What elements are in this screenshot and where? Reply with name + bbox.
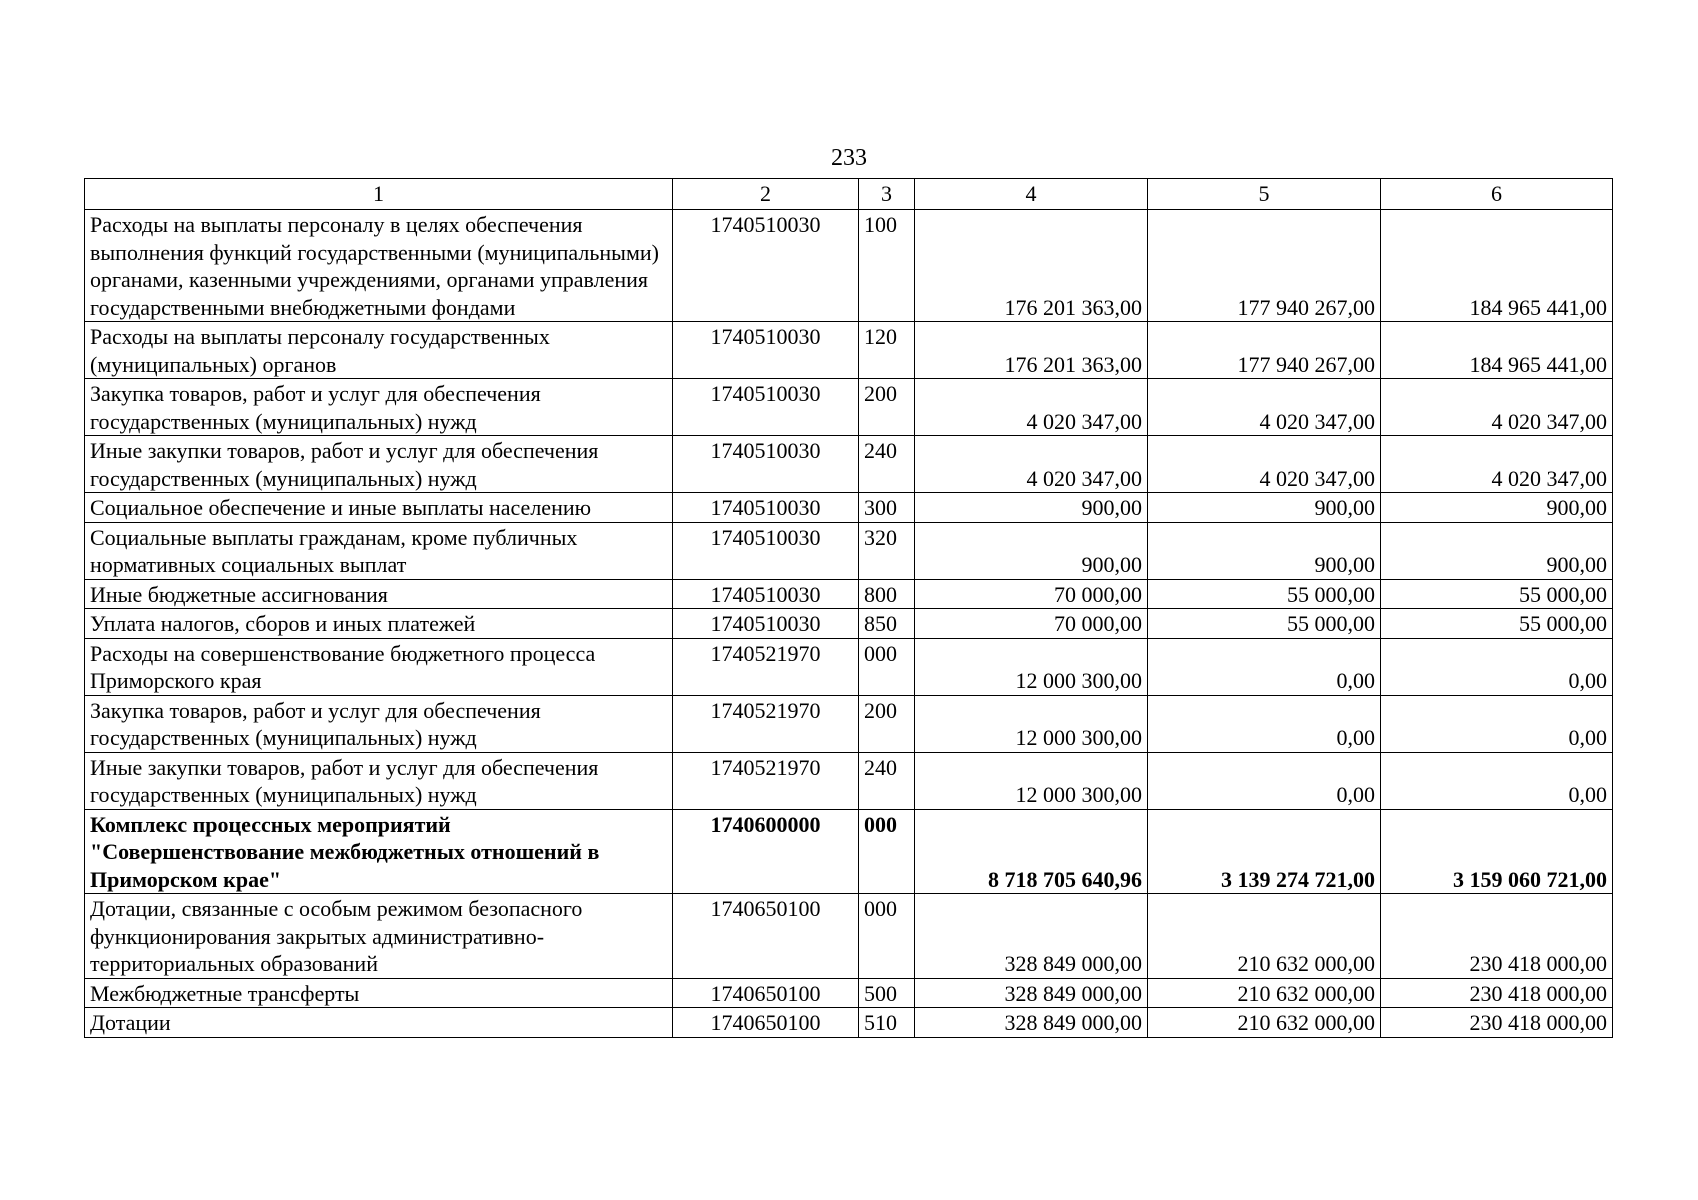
row-name-cell: Расходы на совершенствование бюджетного процесса Приморского края [85, 638, 673, 695]
row-value-cell: 184 965 441,00 [1381, 210, 1613, 322]
row-value-cell: 12 000 300,00 [915, 695, 1148, 752]
row-code-cell: 1740510030 [673, 493, 859, 523]
row-value-cell: 4 020 347,00 [915, 379, 1148, 436]
row-code-cell: 1740510030 [673, 436, 859, 493]
row-value-cell: 4 020 347,00 [1148, 436, 1381, 493]
row-name-cell: Уплата налогов, сборов и иных платежей [85, 609, 673, 639]
table-body [85, 179, 1613, 1038]
row-value-cell: 4 020 347,00 [1148, 379, 1381, 436]
row-name-cell: Иные бюджетные ассигнования [85, 579, 673, 609]
row-value-cell: 0,00 [1381, 752, 1613, 809]
table-row [85, 1008, 1613, 1038]
row-value-cell: 210 632 000,00 [1148, 1008, 1381, 1038]
table-row [85, 695, 1613, 752]
table-row [85, 493, 1613, 523]
header-cell: 3 [859, 179, 915, 210]
row-type-cell: 320 [859, 522, 915, 579]
row-code-cell: 1740521970 [673, 638, 859, 695]
row-value-cell: 176 201 363,00 [915, 322, 1148, 379]
row-type-cell: 240 [859, 436, 915, 493]
row-value-cell: 3 159 060 721,00 [1381, 809, 1613, 894]
header-cell: 5 [1148, 179, 1381, 210]
row-code-cell: 1740510030 [673, 579, 859, 609]
row-name-cell: Дотации, связанные с особым режимом безопасного функционирования закрытых административно-территориальных образований [85, 894, 673, 979]
row-name-cell: Межбюджетные трансферты [85, 978, 673, 1008]
budget-table [84, 178, 1613, 1038]
row-code-cell: 1740510030 [673, 522, 859, 579]
row-code-cell: 1740600000 [673, 809, 859, 894]
table-row [85, 210, 1613, 322]
row-type-cell: 500 [859, 978, 915, 1008]
row-name-cell: Иные закупки товаров, работ и услуг для обеспечения государственных (муниципальных) нужд [85, 436, 673, 493]
row-code-cell: 1740521970 [673, 752, 859, 809]
row-value-cell: 70 000,00 [915, 579, 1148, 609]
row-value-cell: 328 849 000,00 [915, 978, 1148, 1008]
row-value-cell: 12 000 300,00 [915, 752, 1148, 809]
row-value-cell: 0,00 [1148, 638, 1381, 695]
row-name-cell: Расходы на выплаты персоналу в целях обеспечения выполнения функций государственными (муниципальными) органами, казенными учреждениями, органами управления государственными внебюджетными фондами [85, 210, 673, 322]
header-cell: 1 [85, 179, 673, 210]
row-name-cell: Закупка товаров, работ и услуг для обеспечения государственных (муниципальных) нужд [85, 379, 673, 436]
row-value-cell: 12 000 300,00 [915, 638, 1148, 695]
row-type-cell: 200 [859, 695, 915, 752]
row-code-cell: 1740510030 [673, 322, 859, 379]
row-value-cell: 55 000,00 [1148, 609, 1381, 639]
row-value-cell: 177 940 267,00 [1148, 210, 1381, 322]
row-name-cell: Социальные выплаты гражданам, кроме публичных нормативных социальных выплат [85, 522, 673, 579]
row-value-cell: 176 201 363,00 [915, 210, 1148, 322]
row-value-cell: 70 000,00 [915, 609, 1148, 639]
row-value-cell: 230 418 000,00 [1381, 894, 1613, 979]
row-value-cell: 900,00 [1148, 493, 1381, 523]
header-cell: 2 [673, 179, 859, 210]
table-row [85, 752, 1613, 809]
row-code-cell: 1740510030 [673, 379, 859, 436]
row-name-cell: Дотации [85, 1008, 673, 1038]
row-type-cell: 120 [859, 322, 915, 379]
table-row [85, 322, 1613, 379]
row-type-cell: 510 [859, 1008, 915, 1038]
header-cell: 4 [915, 179, 1148, 210]
row-value-cell: 55 000,00 [1381, 609, 1613, 639]
row-value-cell: 230 418 000,00 [1381, 978, 1613, 1008]
row-name-cell: Закупка товаров, работ и услуг для обеспечения государственных (муниципальных) нужд [85, 695, 673, 752]
row-value-cell: 184 965 441,00 [1381, 322, 1613, 379]
row-value-cell: 0,00 [1148, 695, 1381, 752]
row-value-cell: 0,00 [1381, 695, 1613, 752]
row-code-cell: 1740650100 [673, 894, 859, 979]
row-value-cell: 900,00 [1381, 522, 1613, 579]
header-row [85, 179, 1613, 210]
row-value-cell: 4 020 347,00 [1381, 379, 1613, 436]
row-type-cell: 300 [859, 493, 915, 523]
row-type-cell: 200 [859, 379, 915, 436]
row-value-cell: 177 940 267,00 [1148, 322, 1381, 379]
row-code-cell: 1740510030 [673, 210, 859, 322]
row-value-cell: 210 632 000,00 [1148, 978, 1381, 1008]
table-row [85, 638, 1613, 695]
row-value-cell: 900,00 [1148, 522, 1381, 579]
row-type-cell: 000 [859, 638, 915, 695]
row-value-cell: 55 000,00 [1148, 579, 1381, 609]
row-value-cell: 328 849 000,00 [915, 1008, 1148, 1038]
row-value-cell: 210 632 000,00 [1148, 894, 1381, 979]
row-type-cell: 240 [859, 752, 915, 809]
row-value-cell: 4 020 347,00 [915, 436, 1148, 493]
row-value-cell: 0,00 [1381, 638, 1613, 695]
row-value-cell: 900,00 [915, 522, 1148, 579]
row-code-cell: 1740521970 [673, 695, 859, 752]
row-type-cell: 850 [859, 609, 915, 639]
table-row [85, 609, 1613, 639]
table-row [85, 522, 1613, 579]
row-name-cell: Комплекс процессных мероприятий "Совершенствование межбюджетных отношений в Приморском крае" [85, 809, 673, 894]
row-value-cell: 8 718 705 640,96 [915, 809, 1148, 894]
row-name-cell: Социальное обеспечение и иные выплаты населению [85, 493, 673, 523]
row-value-cell: 230 418 000,00 [1381, 1008, 1613, 1038]
header-cell: 6 [1381, 179, 1613, 210]
table-row [85, 894, 1613, 979]
row-code-cell: 1740650100 [673, 978, 859, 1008]
table-row [85, 978, 1613, 1008]
row-value-cell: 900,00 [915, 493, 1148, 523]
row-value-cell: 4 020 347,00 [1381, 436, 1613, 493]
row-code-cell: 1740510030 [673, 609, 859, 639]
row-value-cell: 900,00 [1381, 493, 1613, 523]
row-type-cell: 100 [859, 210, 915, 322]
row-name-cell: Расходы на выплаты персоналу государственных (муниципальных) органов [85, 322, 673, 379]
row-value-cell: 3 139 274 721,00 [1148, 809, 1381, 894]
table-row [85, 436, 1613, 493]
table-row [85, 379, 1613, 436]
row-value-cell: 55 000,00 [1381, 579, 1613, 609]
row-type-cell: 000 [859, 809, 915, 894]
row-value-cell: 328 849 000,00 [915, 894, 1148, 979]
row-name-cell: Иные закупки товаров, работ и услуг для обеспечения государственных (муниципальных) нужд [85, 752, 673, 809]
row-type-cell: 000 [859, 894, 915, 979]
page-number: 233 [831, 145, 867, 171]
row-value-cell: 0,00 [1148, 752, 1381, 809]
row-type-cell: 800 [859, 579, 915, 609]
table-row [85, 809, 1613, 894]
row-code-cell: 1740650100 [673, 1008, 859, 1038]
table-row [85, 579, 1613, 609]
